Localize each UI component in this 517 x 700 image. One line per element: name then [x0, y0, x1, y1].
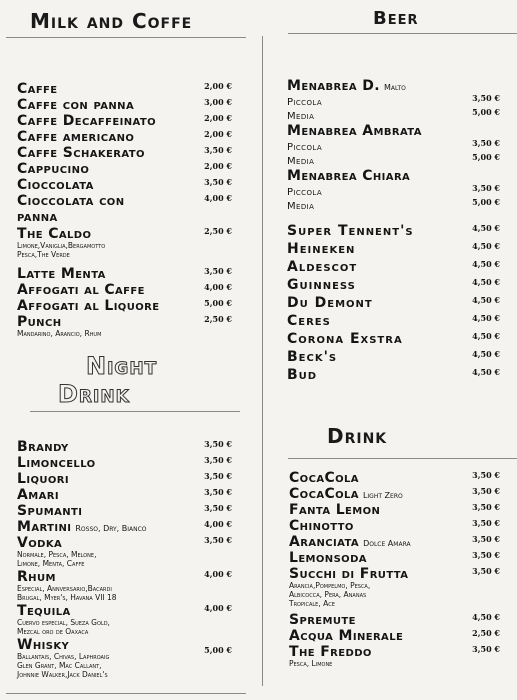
item-note: Especial, Annversario,Bacardi — [17, 584, 112, 593]
item-name: Punch — [17, 314, 62, 330]
night-title-line1: Night — [86, 352, 158, 380]
item-price: 4,50 € — [472, 259, 500, 269]
item-price: 3,50 € — [204, 503, 232, 513]
item-note: Ballantais, Chivas, Laphroaig — [17, 652, 110, 661]
item-price: 2,50 € — [204, 314, 232, 324]
item-name: Menabrea Ambrata — [287, 123, 422, 139]
item-name: Limoncello — [17, 455, 96, 471]
item-name: Vodka — [17, 535, 63, 551]
item-name: Whisky — [17, 637, 70, 653]
menu-item — [17, 225, 232, 265]
item-name: Menabrea D. — [287, 78, 380, 94]
item-price: 4,50 € — [472, 223, 500, 233]
item-note: Pesca, Limone — [289, 659, 333, 668]
item-price: 3,50 € — [204, 487, 232, 497]
item-price: 4,50 € — [472, 277, 500, 287]
item-price: 3,50 € — [204, 535, 232, 545]
menu-item — [17, 502, 232, 518]
item-note: Johnnie Walker,Jack Daniel's — [17, 670, 108, 679]
menu-item — [289, 565, 500, 611]
item-name: Du Demont — [287, 295, 373, 311]
item-price: 3,50 € — [472, 550, 500, 560]
item-name: Acqua Minerale — [289, 628, 404, 644]
item-price: 2,50 € — [472, 628, 500, 638]
menu-item — [289, 501, 500, 517]
night-title-rule — [30, 411, 240, 412]
menu-item — [287, 196, 500, 222]
bottom-rule-left — [6, 693, 246, 694]
item-inline-note: Rosso, Dry, Bianco — [75, 524, 147, 533]
item-price: 3,50 € — [472, 644, 500, 654]
item-price: 3,50 € — [472, 486, 500, 496]
item-name: Beck's — [287, 349, 338, 365]
item-name: Liquori — [17, 471, 69, 487]
item-price: 3,50 € — [204, 266, 232, 276]
item-name: Piccola — [287, 187, 323, 198]
menu-item — [17, 80, 232, 96]
menu-item — [287, 276, 500, 294]
menu-item — [287, 122, 500, 137]
item-name: Aldescot — [287, 259, 358, 275]
item-note: Limone, Menta, Caffe — [17, 559, 85, 568]
menu-item — [17, 534, 232, 568]
menu-item — [17, 297, 232, 313]
item-price: 4,50 € — [472, 367, 500, 377]
item-price: 2,00 € — [204, 129, 232, 139]
night-drink-list — [17, 438, 232, 680]
item-price: 5,00 € — [204, 645, 232, 655]
item-price: 3,50 € — [472, 183, 500, 193]
menu-item — [289, 627, 500, 643]
milk-coffe-title: Milk and Coffe — [30, 9, 193, 33]
menu-item — [17, 160, 232, 176]
item-price: 2,00 € — [204, 113, 232, 123]
item-name: Ceres — [287, 313, 331, 329]
menu-item — [287, 222, 500, 240]
item-name: Caffe Decaffeinato — [17, 113, 156, 129]
drink-list — [289, 469, 500, 669]
item-name: Martini — [17, 519, 72, 535]
item-name: The Caldo — [17, 226, 92, 242]
item-price: 5,00 € — [472, 197, 500, 207]
item-name: Cioccolata — [17, 177, 94, 193]
item-note: Tropicale, Ace — [289, 599, 335, 608]
item-name: Amari — [17, 487, 59, 503]
menu-item — [17, 568, 232, 602]
item-inline-note: Light Zero — [362, 491, 403, 500]
menu-item — [287, 258, 500, 276]
menu-item — [17, 518, 232, 534]
beer-title: Beer — [373, 8, 419, 29]
milk-coffe-list — [17, 80, 232, 339]
item-price: 4,50 € — [472, 241, 500, 251]
menu-item — [287, 137, 500, 151]
menu-item — [17, 192, 232, 208]
item-price: 3,00 € — [204, 97, 232, 107]
menu-item — [289, 485, 500, 501]
item-name: Spumanti — [17, 503, 83, 519]
item-price: 4,50 € — [472, 331, 500, 341]
menu-item — [17, 486, 232, 502]
item-price: 3,50 € — [472, 93, 500, 103]
item-price: 3,50 € — [472, 138, 500, 148]
item-note: Mandarino, Arancio, Rhum — [17, 329, 102, 338]
item-name: Cioccolata con — [17, 193, 125, 209]
item-name: Brandy — [17, 439, 69, 455]
item-price: 4,00 € — [204, 603, 232, 613]
item-price: 4,00 € — [204, 569, 232, 579]
item-name: Aranciata — [289, 534, 360, 550]
drink-title-rule — [288, 458, 517, 459]
item-name: Rhum — [17, 569, 56, 585]
menu-item — [17, 313, 232, 339]
menu-item — [287, 92, 500, 106]
night-title-line2: Drink — [58, 380, 130, 408]
item-price: 4,00 € — [204, 519, 232, 529]
menu-item — [287, 330, 500, 348]
item-name: Lemonsoda — [289, 550, 367, 566]
item-name: Media — [287, 111, 315, 122]
menu-item — [287, 366, 500, 384]
item-note: Brugal, Myer's, Havana VII 18 — [17, 593, 117, 602]
menu-item — [287, 151, 500, 167]
menu-item — [17, 438, 232, 454]
item-note: Arancia,Pompelmo, Pesca, — [289, 581, 371, 590]
item-inline-note: Malto — [383, 83, 406, 92]
item-note: Normale, Pesca, Melone, — [17, 550, 97, 559]
item-name: Heineken — [287, 241, 356, 257]
item-price: 2,00 € — [204, 81, 232, 91]
item-name: Affogati al Liquore — [17, 298, 160, 314]
item-name: Menabrea Chiara — [287, 168, 411, 184]
item-price: 4,50 € — [472, 349, 500, 359]
beer-list — [287, 77, 500, 384]
menu-item — [17, 602, 232, 636]
item-name: Fanta Lemon — [289, 502, 381, 518]
menu-item — [287, 240, 500, 258]
item-name: Super Tennent's — [287, 223, 414, 239]
item-price: 5,00 € — [472, 152, 500, 162]
item-name: Cappucino — [17, 161, 90, 177]
menu-item — [289, 611, 500, 627]
item-name: CocaCola — [289, 486, 359, 502]
menu-item — [287, 106, 500, 122]
item-name: Guinness — [287, 277, 356, 293]
item-name: Caffe americano — [17, 129, 135, 145]
menu-item — [17, 470, 232, 486]
item-price: 2,00 € — [204, 161, 232, 171]
item-price: 4,00 € — [204, 193, 232, 203]
item-name: Media — [287, 156, 315, 167]
item-note: Pesca,The Verde — [17, 250, 70, 259]
item-name: Caffe Schakerato — [17, 145, 145, 161]
menu-item — [287, 77, 500, 92]
menu-item — [287, 182, 500, 196]
column-divider — [262, 36, 263, 686]
item-note: Mezcal oro de Oaxaca — [17, 627, 89, 636]
menu-item — [289, 643, 500, 669]
menu-item — [289, 549, 500, 565]
menu-item — [17, 176, 232, 192]
item-name: Tequila — [17, 603, 71, 619]
item-price: 3,50 € — [472, 518, 500, 528]
item-price: 3,50 € — [204, 177, 232, 187]
item-name: Piccola — [287, 142, 323, 153]
item-name: Affogati al Caffe — [17, 282, 145, 298]
item-name: panna — [17, 209, 58, 225]
item-name: Bud — [287, 367, 318, 383]
menu-item — [289, 533, 500, 549]
item-name: Piccola — [287, 97, 323, 108]
menu-item — [17, 128, 232, 144]
menu-item — [289, 517, 500, 533]
item-price: 3,50 € — [472, 534, 500, 544]
menu-item — [287, 348, 500, 366]
item-name: Corona Exstra — [287, 331, 403, 347]
menu-item — [17, 96, 232, 112]
menu-item — [17, 208, 232, 225]
menu-item — [17, 281, 232, 297]
menu-item — [287, 167, 500, 182]
item-name: Latte Menta — [17, 266, 106, 282]
item-name: Spremute — [289, 612, 356, 628]
item-note: Limone,Vaniglia,Bergamotto — [17, 241, 106, 250]
item-price: 4,00 € — [204, 282, 232, 292]
item-name: The Freddo — [289, 644, 372, 660]
item-note: Cuervo especial, Sueza Gold, — [17, 618, 110, 627]
milk-title-rule — [6, 37, 246, 38]
item-price: 3,50 € — [204, 471, 232, 481]
drink-title: Drink — [327, 424, 388, 448]
menu-item — [17, 636, 232, 680]
item-name: CocaCola — [289, 470, 359, 486]
item-price: 4,50 € — [472, 313, 500, 323]
item-price: 3,50 € — [204, 439, 232, 449]
item-note: Albicocca, Pera, Ananas — [289, 590, 367, 599]
item-price: 3,50 € — [472, 502, 500, 512]
item-name: Succhi di Frutta — [289, 566, 409, 582]
item-price: 3,50 € — [472, 566, 500, 576]
menu-item — [17, 265, 232, 281]
item-price: 4,50 € — [472, 612, 500, 622]
menu-item — [17, 144, 232, 160]
item-price: 4,50 € — [472, 295, 500, 305]
beer-title-rule — [288, 33, 517, 34]
item-price: 2,50 € — [204, 226, 232, 236]
item-name: Chinotto — [289, 518, 354, 534]
menu-item — [289, 469, 500, 485]
menu-item — [287, 294, 500, 312]
item-price: 5,00 € — [204, 298, 232, 308]
item-price: 5,00 € — [472, 107, 500, 117]
item-price: 3,50 € — [472, 470, 500, 480]
item-price: 3,50 € — [204, 455, 232, 465]
item-inline-note: Dolce Amara — [363, 539, 411, 548]
item-name: Media — [287, 201, 315, 212]
item-name: Caffe con panna — [17, 97, 135, 113]
menu-item — [287, 312, 500, 330]
item-price: 3,50 € — [204, 145, 232, 155]
item-name: Caffe — [17, 81, 58, 97]
menu-item — [17, 454, 232, 470]
item-note: Glen Grant, Mac Callant, — [17, 661, 102, 670]
menu-item — [17, 112, 232, 128]
